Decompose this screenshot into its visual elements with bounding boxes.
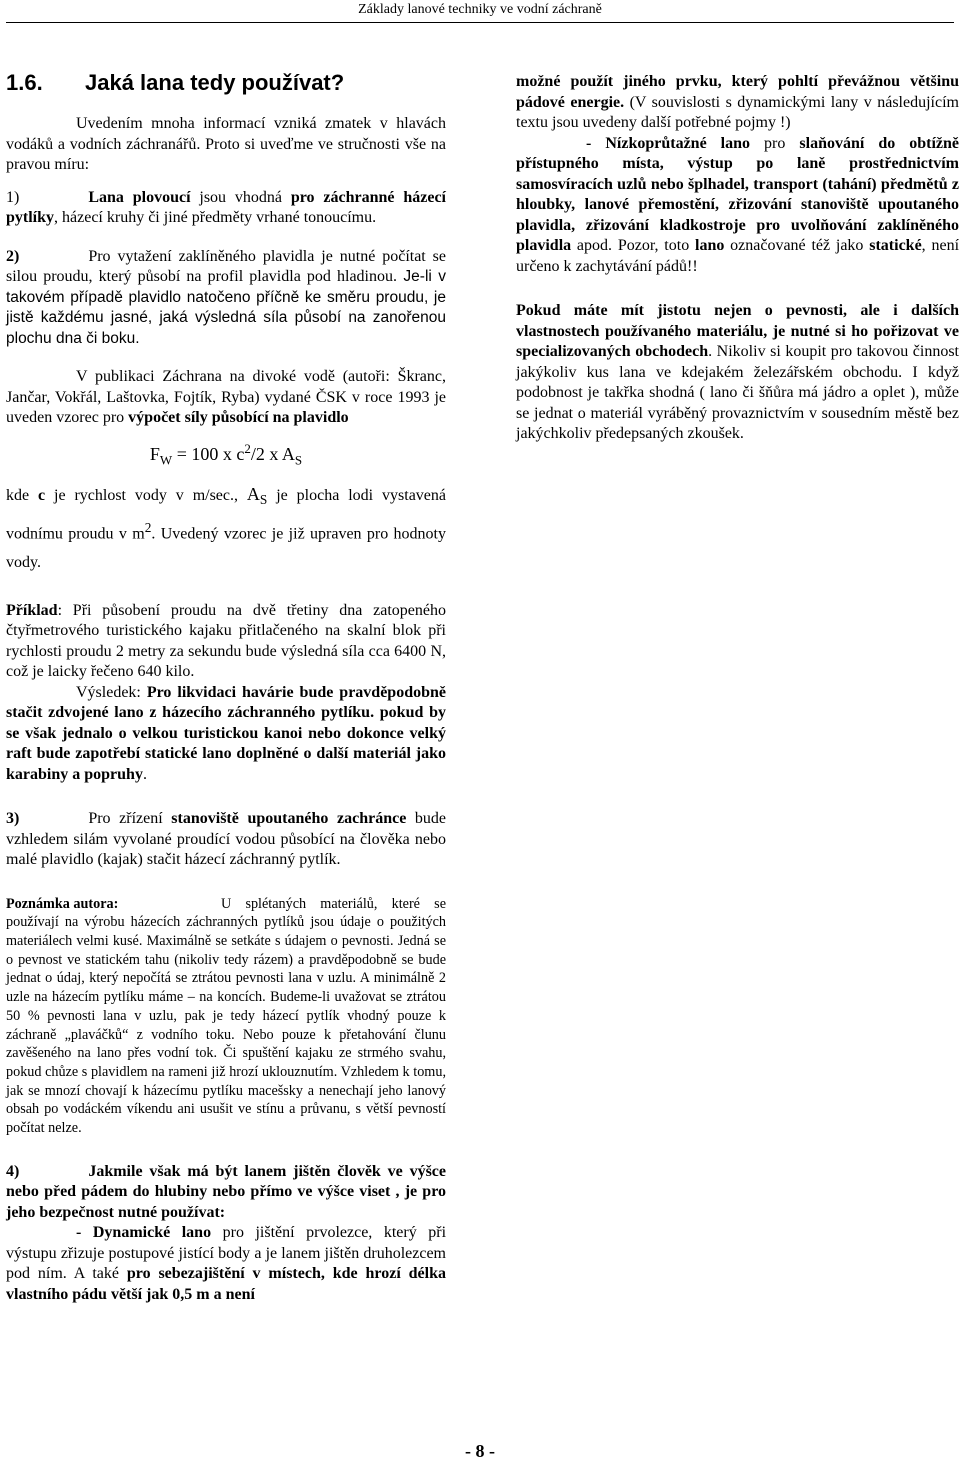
where-a-sub: S bbox=[259, 492, 268, 508]
running-head: Základy lanové techniky ve vodní záchraně bbox=[358, 2, 602, 17]
formula-f-sub: W bbox=[159, 452, 173, 468]
formula-exp: 2 bbox=[244, 440, 251, 456]
page-number: - 8 - bbox=[465, 1441, 495, 1461]
item-4-bold: Jakmile však má být lanem jištěn člověk ve výšce nebo před pádem do hlubiny nebo přímo ve výšce viset , je pro jeho bezpečnost nutné používat: bbox=[6, 1162, 446, 1221]
item-4-number: 4) bbox=[6, 1162, 20, 1180]
item-2-number: 2) bbox=[6, 247, 20, 265]
item-1 bbox=[6, 188, 446, 229]
dynamic-rope-bold: - Dynamické lano bbox=[76, 1224, 212, 1242]
force-formula bbox=[6, 435, 446, 475]
left-column bbox=[6, 70, 446, 1305]
dynamic-rope-paragraph bbox=[6, 1223, 446, 1305]
item-1-gap bbox=[19, 189, 88, 206]
author-note bbox=[6, 895, 446, 1138]
where-c2: je plocha lodi vystavená vodnímu proudu v m bbox=[6, 487, 446, 543]
dynamic-rope-bold-2: pro sebezajištění v místech, kde hrozí délka vlastního pádu větší jak 0,5 m a není bbox=[6, 1265, 446, 1303]
author-note-text: U splétaných materiálů, které se používají na výrobu házecích záchranných pytlíků jsou údaje o použitých materiálech velmi kusé. Maximálně se setkáte s údajem o pevnosti. Jedná se o pevnost ve statickém tahu (nikoliv tedy rázem) a pravděpodobně se bude jednat o údaj, který nepočítá se ztrátou pevnosti lana v uzlu. A minimálně 2 uzle na házecím pytlíku máme – na koncích. Budeme-li uvažovat se ztrátou 50 % pevnosti lana v uzlu, pak je tedy házecí pytlík vhodný pouze k záchraně „plaváčků“ z vodního toku. Nebo pouze k přetahování člunu zavěšeného na lano přes vodní tok. Či spuštění kajaku ze strmého svahu, pokud chůze s plavidlem na rameni již hrozí uklouznutím. Vzhledem k tomu, jak se mnozí chovají k házecímu pytlíku macešsky a nenechají jeho lanový obsah po vodáckém víkendu ani usušit ve stínu a průvanu, s větší pevností počítat nelze. bbox=[6, 895, 446, 1137]
item-3-number: 3) bbox=[6, 810, 20, 828]
example-paragraph bbox=[6, 601, 446, 683]
item-1-rest: , házecí kruhy či jiné předměty vrhané tonoucímu. bbox=[54, 209, 377, 226]
where-end: . Uvedený vzorec je již upraven pro hodnoty vody. bbox=[6, 525, 447, 571]
low-stretch-paragraph bbox=[516, 134, 959, 278]
publication-text: V publikaci Záchrana na divoké vodě (autoři: Škranc, Jančar, Vokřál, Laštovka, Fojtík, Ryba) vydané ČSK v roce 1993 je uveden vzorec pro bbox=[6, 368, 446, 426]
continuation-bold: možné použít jiného prvku, který pohltí převážnou většinu pádové energie. bbox=[516, 73, 959, 111]
result-bold: Pro likvidaci havárie bude pravděpodobně stačit zdvojené lano z házecího záchranného pytlíku. pokud by se však jednalo o velkou turistickou kanoi nebo dokonce velký raft bude zapotřebí statické lano doplněné o další materiál jako karabiny a popruhy bbox=[6, 683, 446, 783]
low-stretch-d: , není určeno k zachytávání pádů!! bbox=[516, 237, 960, 275]
item-2-text-a: Pro vytažení zaklíněného plavidla je nutné počítat se silou proudu, který působí na profil plavidla pod hladinou. bbox=[6, 247, 446, 285]
item-3-text-b: bude vzhledem silám vyvolané proudící vodou působící na člověka nebo malé plavidlo (kajak) stačit házecí záchranný pytlík. bbox=[6, 810, 447, 869]
item-1-bold-2: pro záchranné házecí pytlíky bbox=[6, 188, 446, 226]
section-heading bbox=[6, 70, 446, 96]
intro-paragraph: Uvedením mnoha informací vzniká zmatek v hlavách vodáků a vodních záchranářů. Proto si uveďme ve stručnosti vše na pravou míru: bbox=[6, 115, 446, 173]
item-2-gap bbox=[19, 248, 88, 265]
low-stretch-b: apod. Pozor, toto bbox=[571, 237, 695, 254]
final-bold: Pokud máte mít jistotu nejen o pevnosti, ale i dalších vlastnostech používaného materiálu, je nutné si ho pořizovat ve specializovaných obchodech bbox=[516, 302, 959, 360]
publication-bold: výpočet síly působící na plavidlo bbox=[128, 409, 349, 426]
low-stretch-bold-3: lano bbox=[695, 237, 725, 254]
where-c: c bbox=[38, 487, 46, 505]
item-1-mid: jsou vhodná bbox=[190, 188, 291, 206]
where-a: kde bbox=[6, 487, 38, 505]
formula-f: F bbox=[149, 443, 160, 464]
result-paragraph bbox=[6, 683, 446, 786]
example-label: Příklad bbox=[6, 601, 58, 619]
author-note-label: Poznámka autora: bbox=[6, 895, 119, 912]
item-1-number: 1) bbox=[6, 188, 20, 206]
item-3-gap bbox=[19, 810, 88, 827]
item-3-text-a: Pro zřízení bbox=[88, 810, 172, 828]
dynamic-rope-text: pro jištění prvolezce, který při výstupu zřizuje postupové jistící body a je lanem jištěn druholezcem pod ním. A také bbox=[6, 1224, 447, 1283]
example-text: : Při působení proudu na dvě třetiny dna zatopeného čtyřmetrového turistického kajaku přitlačeného na skalní blok při rychlosti proudu 2 metry za sekundu bude výsledná síla cca 6400 N, což je laicky řečeno 640 kilo. bbox=[6, 601, 446, 681]
final-rest: . Nikoliv si koupit pro takovou činnost jakýkoliv kus lana ve kdejakém železářském obchodu. I když podobnost je takřka shodná ( lano či šňůra má jádro a oplet ), může se jednat o materiál vyráběný provaznictvím v sousedním městě bez jakýchkoliv předepsaných zkoušek. bbox=[516, 343, 960, 442]
section-title: Jaká lana tedy používat? bbox=[85, 70, 345, 95]
low-stretch-bold-4: statické bbox=[869, 237, 922, 254]
formula-div: /2 x A bbox=[250, 443, 295, 464]
item-4-gap bbox=[19, 1163, 88, 1180]
continuation-rest: (V souvislosti s dynamickými lany v následujícím textu jsou uvedeny další potřebné pojmy !) bbox=[516, 93, 959, 131]
low-stretch-bold-2: slaňování do obtížně přístupného místa, výstup po laně prostřednictvím samosvíracích uzlů nebo šplhadel, transport (tahání) předmětů z hloubky, lanové přemostění, zřizování stanoviště upoutaného plavidla, zřizování kladkostroje pro uvolňování zaklíněného plavidla bbox=[516, 134, 960, 254]
result-end: . bbox=[142, 765, 147, 783]
final-paragraph bbox=[516, 301, 959, 445]
section-number: 1.6. bbox=[6, 70, 43, 95]
where-exp: 2 bbox=[144, 520, 152, 536]
where-b: je rychlost vody v m/sec., bbox=[45, 487, 247, 505]
result-label: Výsledek: bbox=[76, 683, 141, 701]
formula-explanation bbox=[6, 480, 446, 577]
publication-paragraph bbox=[6, 367, 446, 429]
formula-a-sub: S bbox=[294, 452, 303, 468]
right-column bbox=[516, 72, 959, 445]
header-rule bbox=[6, 22, 954, 23]
item-4 bbox=[6, 1162, 446, 1224]
item-2-text-b: Je-li v takovém případě plavidlo natočeno příčně ke směru proudu, je jistě každému jasné, jaká výsledná síla působí na zanořenou plochu dna či boku. bbox=[6, 268, 446, 347]
formula-eq: = 100 x c bbox=[172, 443, 245, 464]
item-1-bold: Lana plovoucí bbox=[88, 188, 191, 206]
low-stretch-a: pro bbox=[750, 134, 800, 152]
low-stretch-c: označované též jako bbox=[724, 237, 870, 254]
item-3-bold: stanoviště upoutaného zachránce bbox=[171, 810, 407, 828]
low-stretch-bold: - Nízkoprůtažné lano bbox=[586, 134, 751, 152]
where-a-symbol: A bbox=[246, 484, 260, 505]
item-3 bbox=[6, 809, 446, 871]
item-2 bbox=[6, 247, 446, 350]
continuation-paragraph bbox=[516, 72, 959, 134]
